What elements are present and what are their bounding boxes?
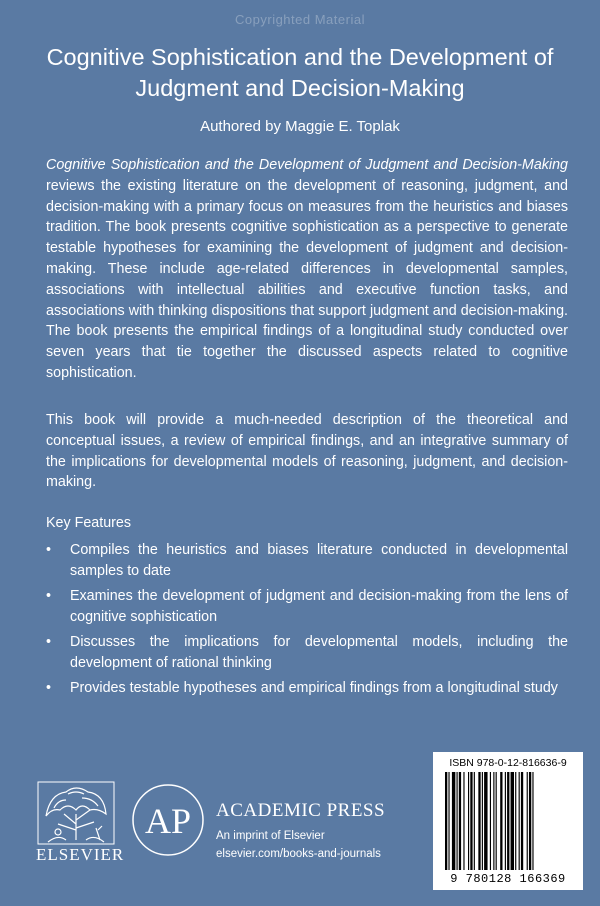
academic-press-name: ACADEMIC PRESS (216, 800, 386, 821)
elsevier-wordmark: ELSEVIER (36, 845, 125, 864)
bullet-icon: • (46, 588, 52, 605)
feature-item (46, 586, 568, 628)
publisher-website: elsevier.com/books-and-journals (216, 848, 381, 860)
academic-press-logo-icon (130, 782, 206, 858)
ap-monogram: AP (144, 801, 192, 841)
barcode-panel (433, 752, 583, 890)
isbn-label: ISBN 978-0-12-816636-9 (449, 757, 567, 769)
feature-text: Examines the development of judgment and decision-making from the lens of cognitive sophistication (70, 588, 568, 625)
description-paragraph-1 (46, 155, 568, 384)
feature-item (46, 678, 568, 699)
bullet-icon: • (46, 680, 52, 697)
feature-text: Provides testable hypotheses and empirical findings from a longitudinal study (70, 680, 558, 697)
copyright-watermark: Copyrighted Material (235, 12, 365, 27)
bullet-icon: • (46, 542, 52, 558)
barcode-number: 9 780128 166369 (450, 872, 566, 886)
bullet-icon: • (46, 634, 52, 651)
imprint-text: An imprint of Elsevier (216, 830, 325, 842)
author-line: Authored by Maggie E. Toplak (200, 118, 400, 135)
key-features-list (46, 540, 568, 704)
feature-text: Compiles the heuristics and biases literature conducted in developmental samples to date (70, 542, 568, 579)
key-features-heading: Key Features (46, 515, 132, 531)
description-paragraph-2: This book will provide a much-needed description of the theoretical and conceptual issues, a review of empirical findings, and an integrative summary of the implications for developmental models of reasoning, judgment, and decision-making. (46, 412, 568, 491)
feature-text: Discusses the implications for developmental models, including the development of rational thinking (70, 634, 568, 671)
italic-book-title: Cognitive Sophistication and the Development of Judgment and Decision-Making (46, 157, 568, 173)
book-title: Cognitive Sophistication and the Development of Judgment and Decision-Making (46, 44, 554, 101)
description-text: reviews the existing literature on the development of reasoning, judgment, and decision-making with a primary focus on measures from the heuristics and biases tradition. The book presents cognitive sophistication as a perspective to generate testable hypotheses for examining the development of judgment and decision-making. These include age-related differences in developmental samples, associations with intellectual abilities and executive function tasks, and associations with thinking dispositions that support judgment and decision-making. The book presents the empirical findings of a longitudinal study conducted over seven years that tie together the discussed aspects related to cognitive sophistication. (46, 177, 568, 381)
barcode-icon (445, 772, 571, 870)
feature-item (46, 632, 568, 674)
feature-item (46, 540, 568, 582)
